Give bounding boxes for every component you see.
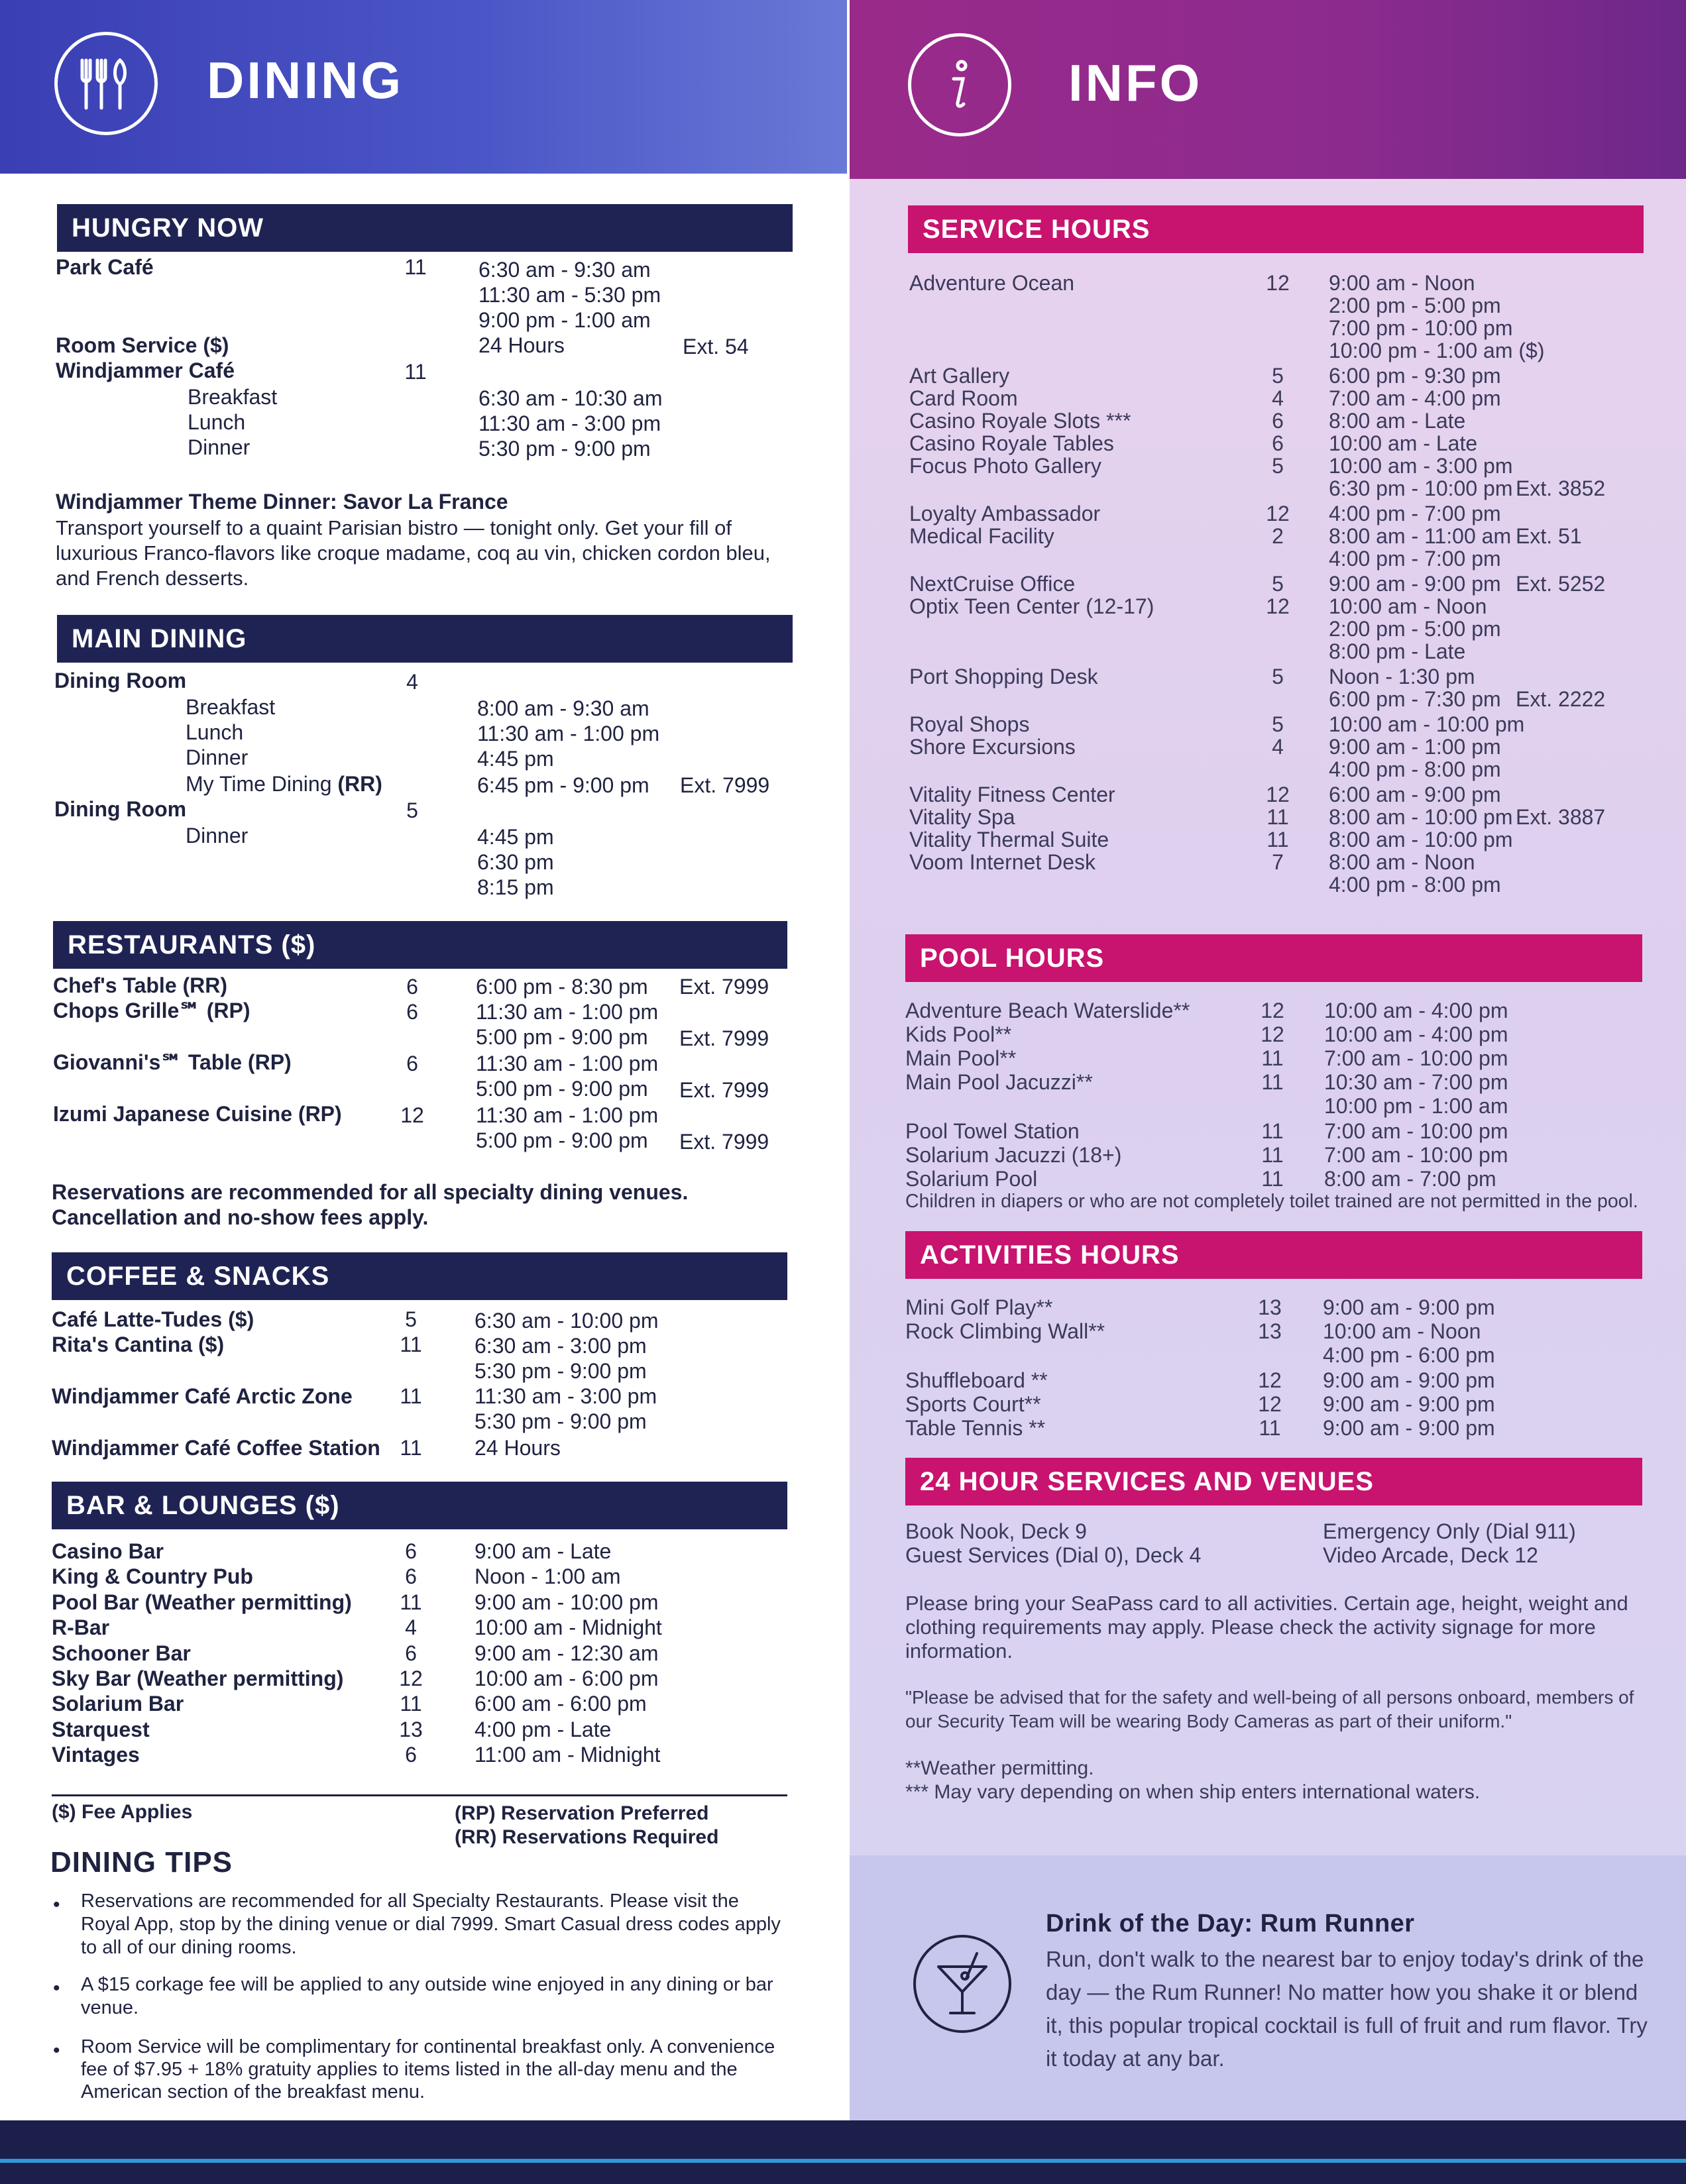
bar-time: 9:00 am - 12:30 am bbox=[475, 1641, 659, 1665]
pool-name: Main Pool Jacuzzi** bbox=[905, 1070, 1093, 1094]
reservations-note: Reservations are recommended for all specialty dining venues. bbox=[52, 1180, 689, 1204]
pool-name: Pool Towel Station bbox=[905, 1119, 1080, 1143]
bullet-icon: • bbox=[53, 1977, 60, 1999]
service-time: 8:00 pm - Late bbox=[1329, 639, 1466, 663]
service-ext: Ext. 3887 bbox=[1516, 805, 1606, 829]
service-deck: 12 bbox=[1266, 502, 1290, 525]
activity-deck: 11 bbox=[1259, 1416, 1281, 1440]
drink-title: Drink of the Day: Rum Runner bbox=[1046, 1910, 1415, 1938]
restaurant-deck: 12 bbox=[400, 1103, 424, 1127]
windjammer-deck: 11 bbox=[404, 360, 427, 384]
coffee-name: Rita's Cantina ($) bbox=[52, 1333, 225, 1356]
bar-deck: 13 bbox=[399, 1717, 423, 1741]
footer-bar bbox=[0, 2120, 1686, 2184]
dining-room-meal: Lunch bbox=[186, 720, 244, 744]
dining-room-2-deck: 5 bbox=[406, 798, 418, 822]
room-service-time: 24 Hours bbox=[478, 333, 565, 357]
park-cafe-time: 11:30 am - 5:30 pm bbox=[478, 283, 661, 307]
bar-time: 10:00 am - Midnight bbox=[475, 1615, 662, 1640]
bar-time: 9:00 am - Late bbox=[475, 1539, 612, 1563]
restaurant-deck: 6 bbox=[406, 975, 418, 999]
service-name: Focus Photo Gallery bbox=[909, 454, 1101, 478]
coffee-name: Café Latte-Tudes ($) bbox=[52, 1307, 254, 1331]
windjammer-time: 6:30 am - 10:30 am bbox=[478, 386, 663, 410]
service-time: 8:00 am - 10:00 pm bbox=[1329, 828, 1513, 851]
restaurant-deck: 6 bbox=[406, 1052, 418, 1075]
service-name: Casino Royale Slots *** bbox=[909, 409, 1131, 433]
service-time: 6:30 pm - 10:00 pm bbox=[1329, 476, 1513, 500]
service-name: Optix Teen Center (12-17) bbox=[909, 594, 1154, 618]
service-deck: 4 bbox=[1272, 735, 1284, 759]
restaurants-heading: RESTAURANTS ($) bbox=[53, 921, 787, 969]
dining-tip: A $15 corkage fee will be applied to any outside wine enjoyed in any dining or bar venue. bbox=[81, 1974, 773, 2018]
coffee-time: 5:30 pm - 9:00 pm bbox=[475, 1359, 647, 1383]
bar-time: 4:00 pm - Late bbox=[475, 1717, 612, 1741]
weather-note: **Weather permitting. bbox=[905, 1757, 1094, 1779]
services24-heading: 24 HOUR SERVICES AND VENUES bbox=[905, 1458, 1642, 1505]
coffee-name: Windjammer Café Arctic Zone bbox=[52, 1384, 353, 1408]
pool-deck: 11 bbox=[1261, 1143, 1284, 1167]
dining-room-time: 4:45 pm bbox=[477, 747, 554, 771]
dining-room-time: 11:30 am - 1:00 pm bbox=[477, 722, 660, 745]
legend-rr: (RR) Reservations Required bbox=[455, 1826, 719, 1848]
coffee-time: 6:30 am - 3:00 pm bbox=[475, 1334, 647, 1358]
pool-deck: 11 bbox=[1261, 1167, 1284, 1191]
service-time: 10:00 pm - 1:00 am ($) bbox=[1329, 339, 1545, 362]
bar-deck: 6 bbox=[405, 1539, 417, 1563]
restaurant-time: 11:30 am - 1:00 pm bbox=[476, 1052, 659, 1075]
restaurant-time: 11:30 am - 1:00 pm bbox=[476, 1103, 659, 1127]
legend-fee: ($) Fee Applies bbox=[52, 1801, 193, 1823]
bar-name: Casino Bar bbox=[52, 1539, 164, 1563]
activity-name: Rock Climbing Wall** bbox=[905, 1319, 1105, 1343]
dining-room-2-name: Dining Room bbox=[54, 797, 187, 821]
service-time: 10:00 am - 3:00 pm bbox=[1329, 454, 1513, 478]
bar-deck: 6 bbox=[405, 1743, 417, 1767]
windjammer-meal: Lunch bbox=[188, 410, 246, 434]
pool-time: 10:00 am - 4:00 pm bbox=[1324, 1022, 1508, 1046]
coffee-time: 6:30 am - 10:00 pm bbox=[475, 1309, 659, 1333]
coffee-deck: 11 bbox=[400, 1333, 422, 1356]
service-deck: 5 bbox=[1272, 364, 1284, 388]
activity-deck: 12 bbox=[1258, 1392, 1282, 1416]
coffee-deck: 11 bbox=[400, 1384, 422, 1408]
service-ext: Ext. 5252 bbox=[1516, 572, 1606, 596]
coffee-deck: 11 bbox=[400, 1436, 422, 1460]
activity-time: 9:00 am - 9:00 pm bbox=[1323, 1392, 1495, 1416]
pool-time: 10:00 pm - 1:00 am bbox=[1324, 1094, 1508, 1118]
service-time: 4:00 pm - 7:00 pm bbox=[1329, 502, 1501, 525]
bar-name: R-Bar bbox=[52, 1615, 110, 1640]
bar-name: Vintages bbox=[52, 1743, 140, 1767]
activity-deck: 12 bbox=[1258, 1368, 1282, 1392]
coffee-time: 5:30 pm - 9:00 pm bbox=[475, 1409, 647, 1433]
restaurant-ext: Ext. 7999 bbox=[679, 975, 769, 999]
service-time: 4:00 pm - 8:00 pm bbox=[1329, 873, 1501, 897]
activity-name: Shuffleboard ** bbox=[905, 1368, 1048, 1392]
service-name: Card Room bbox=[909, 386, 1018, 410]
activity-name: Table Tennis ** bbox=[905, 1416, 1046, 1440]
service-deck: 12 bbox=[1266, 594, 1290, 618]
venue-24h: Video Arcade, Deck 12 bbox=[1323, 1543, 1538, 1567]
activity-time: 9:00 am - 9:00 pm bbox=[1323, 1295, 1495, 1319]
service-name: Vitality Thermal Suite bbox=[909, 828, 1109, 851]
dining-room-ext: Ext. 7999 bbox=[680, 773, 770, 797]
service-name: Vitality Spa bbox=[909, 805, 1015, 829]
pool-name: Solarium Pool bbox=[905, 1167, 1038, 1191]
activity-deck: 13 bbox=[1258, 1319, 1282, 1343]
footer-accent-line bbox=[0, 2159, 1686, 2163]
restaurant-name: Chops Grille℠ (RP) bbox=[53, 999, 251, 1022]
bar-name: Sky Bar (Weather permitting) bbox=[52, 1666, 344, 1690]
room-service-ext: Ext. 54 bbox=[683, 335, 749, 358]
waters-note: *** May vary depending on when ship enters international waters. bbox=[905, 1781, 1481, 1803]
venue-24h: Guest Services (Dial 0), Deck 4 bbox=[905, 1543, 1202, 1567]
service-deck: 2 bbox=[1272, 524, 1284, 548]
my-time-dining-text: My Time Dining bbox=[186, 772, 338, 796]
pool-name: Kids Pool** bbox=[905, 1022, 1012, 1046]
windjammer-meal: Breakfast bbox=[188, 385, 278, 409]
room-service-name: Room Service ($) bbox=[56, 333, 229, 357]
service-name: Loyalty Ambassador bbox=[909, 502, 1101, 525]
activities-heading: ACTIVITIES HOURS bbox=[905, 1231, 1642, 1279]
hungry-now-heading: HUNGRY NOW bbox=[57, 204, 793, 252]
service-hours-heading: SERVICE HOURS bbox=[908, 205, 1644, 253]
windjammer-time: 5:30 pm - 9:00 pm bbox=[478, 437, 651, 461]
activity-name: Mini Golf Play** bbox=[905, 1295, 1053, 1319]
service-time: 10:00 am - 10:00 pm bbox=[1329, 712, 1525, 736]
pool-time: 10:00 am - 4:00 pm bbox=[1324, 999, 1508, 1022]
restaurant-time: 5:00 pm - 9:00 pm bbox=[476, 1077, 648, 1101]
service-time: 7:00 pm - 10:00 pm bbox=[1329, 316, 1513, 340]
seapass-note: Please bring your SeaPass card to all activities. Certain age, height, weight and clothing requirements may apply. Please check the activity signage for more information. bbox=[905, 1592, 1628, 1663]
service-name: Casino Royale Tables bbox=[909, 431, 1114, 455]
service-ext: Ext. 2222 bbox=[1516, 687, 1606, 711]
theme-dinner-description: Transport yourself to a quaint Parisian bistro — tonight only. Get your fill of luxurious Franco-flavors like croque madame, coq au vin, chicken cordon bleu, and French desserts. bbox=[56, 516, 771, 590]
service-name: Voom Internet Desk bbox=[909, 850, 1096, 874]
windjammer-name: Windjammer Café bbox=[56, 358, 235, 382]
venue-24h: Book Nook, Deck 9 bbox=[905, 1519, 1087, 1543]
restaurant-ext: Ext. 7999 bbox=[679, 1026, 769, 1050]
pool-deck: 11 bbox=[1261, 1070, 1284, 1094]
service-time: 4:00 pm - 7:00 pm bbox=[1329, 547, 1501, 571]
pool-deck: 12 bbox=[1261, 1022, 1284, 1046]
legend-divider bbox=[52, 1794, 787, 1796]
bar-name: King & Country Pub bbox=[52, 1564, 253, 1589]
dining-title: DINING bbox=[207, 51, 404, 109]
service-time: 10:00 am - Noon bbox=[1329, 594, 1487, 618]
bar-name: Solarium Bar bbox=[52, 1692, 184, 1716]
pool-name: Main Pool** bbox=[905, 1046, 1017, 1070]
restaurant-time: 11:30 am - 1:00 pm bbox=[476, 1000, 659, 1024]
cancellation-note: Cancellation and no-show fees apply. bbox=[52, 1205, 429, 1229]
bar-name: Schooner Bar bbox=[52, 1641, 191, 1665]
service-time: 6:00 pm - 7:30 pm bbox=[1329, 687, 1501, 711]
pool-name: Solarium Jacuzzi (18+) bbox=[905, 1143, 1122, 1167]
dining-room-name: Dining Room bbox=[54, 669, 187, 692]
bar-time: 11:00 am - Midnight bbox=[475, 1743, 661, 1767]
restaurant-name: Giovanni's℠ Table (RP) bbox=[53, 1050, 292, 1074]
bar-deck: 6 bbox=[405, 1564, 417, 1589]
cocktail-icon bbox=[913, 1935, 1011, 2033]
service-time: 2:00 pm - 5:00 pm bbox=[1329, 617, 1501, 641]
restaurant-ext: Ext. 7999 bbox=[679, 1130, 769, 1154]
service-time: 9:00 am - 9:00 pm bbox=[1329, 572, 1501, 596]
service-time: Noon - 1:30 pm bbox=[1329, 665, 1475, 688]
service-name: Adventure Ocean bbox=[909, 271, 1075, 295]
bar-time: Noon - 1:00 am bbox=[475, 1564, 621, 1589]
bar-deck: 6 bbox=[405, 1641, 417, 1665]
my-time-dining-code: (RR) bbox=[337, 772, 382, 796]
dining-header bbox=[0, 0, 847, 174]
service-time: 2:00 pm - 5:00 pm bbox=[1329, 294, 1501, 317]
info-icon bbox=[908, 33, 1011, 136]
service-time: 8:00 am - 11:00 am bbox=[1329, 524, 1512, 548]
main-dining-heading: MAIN DINING bbox=[57, 615, 793, 663]
bar-deck: 4 bbox=[405, 1615, 417, 1640]
pool-time: 7:00 am - 10:00 pm bbox=[1324, 1143, 1508, 1167]
cutlery-icon bbox=[54, 32, 158, 135]
pool-name: Adventure Beach Waterslide** bbox=[905, 999, 1190, 1022]
bullet-icon: • bbox=[53, 1894, 60, 1916]
bullet-icon: • bbox=[53, 2040, 60, 2061]
bar-time: 10:00 am - 6:00 pm bbox=[475, 1666, 659, 1690]
my-time-dining-label bbox=[186, 771, 382, 797]
dining-tips-heading: DINING TIPS bbox=[50, 1846, 233, 1879]
service-deck: 5 bbox=[1272, 572, 1284, 596]
bar-time: 9:00 am - 10:00 pm bbox=[475, 1590, 659, 1614]
service-time: 9:00 am - Noon bbox=[1329, 271, 1475, 295]
service-deck: 6 bbox=[1272, 409, 1284, 433]
park-cafe-time: 6:30 am - 9:30 am bbox=[478, 258, 651, 282]
service-ext: Ext. 3852 bbox=[1516, 476, 1606, 500]
service-deck: 5 bbox=[1272, 665, 1284, 688]
coffee-heading: COFFEE & SNACKS bbox=[52, 1252, 787, 1300]
bar-name: Pool Bar (Weather permitting) bbox=[52, 1590, 352, 1614]
pool-time: 7:00 am - 10:00 pm bbox=[1324, 1046, 1508, 1070]
service-time: 8:00 am - Noon bbox=[1329, 850, 1475, 874]
park-cafe-name: Park Café bbox=[56, 255, 154, 279]
service-deck: 12 bbox=[1266, 783, 1290, 806]
dining-room-2-meal: Dinner bbox=[186, 824, 249, 847]
service-time: 6:00 am - 9:00 pm bbox=[1329, 783, 1501, 806]
service-name: Royal Shops bbox=[909, 712, 1030, 736]
service-deck: 11 bbox=[1266, 828, 1289, 851]
service-time: 8:00 am - Late bbox=[1329, 409, 1466, 433]
activity-name: Sports Court** bbox=[905, 1392, 1041, 1416]
pool-time: 8:00 am - 7:00 pm bbox=[1324, 1167, 1496, 1191]
service-name: Vitality Fitness Center bbox=[909, 783, 1115, 806]
dining-room-meal: Breakfast bbox=[186, 695, 276, 719]
coffee-name: Windjammer Café Coffee Station bbox=[52, 1436, 380, 1460]
service-deck: 5 bbox=[1272, 712, 1284, 736]
coffee-time: 24 Hours bbox=[475, 1436, 561, 1460]
bar-deck: 11 bbox=[400, 1590, 422, 1614]
dining-room-meal: Dinner bbox=[186, 745, 249, 769]
restaurant-deck: 6 bbox=[406, 1000, 418, 1024]
dining-room-2-time: 8:15 pm bbox=[477, 875, 554, 899]
restaurant-ext: Ext. 7999 bbox=[679, 1078, 769, 1102]
service-name: Shore Excursions bbox=[909, 735, 1076, 759]
bar-deck: 12 bbox=[399, 1666, 423, 1690]
bar-deck: 11 bbox=[400, 1692, 422, 1716]
service-name: Medical Facility bbox=[909, 524, 1054, 548]
dining-room-2-time: 4:45 pm bbox=[477, 825, 554, 849]
park-cafe-time: 9:00 pm - 1:00 am bbox=[478, 308, 651, 332]
dining-room-2-time: 6:30 pm bbox=[477, 850, 554, 874]
restaurant-name: Chef's Table (RR) bbox=[53, 973, 228, 997]
pool-note: Children in diapers or who are not completely toilet trained are not permitted in the pool. bbox=[905, 1191, 1638, 1212]
restaurant-time: 6:00 pm - 8:30 pm bbox=[476, 975, 648, 999]
restaurant-time: 5:00 pm - 9:00 pm bbox=[476, 1128, 648, 1152]
activity-time: 9:00 am - 9:00 pm bbox=[1323, 1368, 1495, 1392]
info-title: INFO bbox=[1068, 54, 1203, 112]
service-time: 6:00 pm - 9:30 pm bbox=[1329, 364, 1501, 388]
pool-hours-heading: POOL HOURS bbox=[905, 934, 1642, 982]
service-deck: 12 bbox=[1266, 271, 1290, 295]
service-time: 9:00 am - 1:00 pm bbox=[1329, 735, 1501, 759]
coffee-deck: 5 bbox=[405, 1307, 417, 1331]
dining-room-time: 8:00 am - 9:30 am bbox=[477, 696, 649, 720]
service-deck: 7 bbox=[1272, 850, 1284, 874]
drink-description: Run, don't walk to the nearest bar to enjoy today's drink of the day — the Rum Runner! No matter how you shake it or blend it, this popular tropical cocktail is full of fruit and rum flavor. Try it today at any bar. bbox=[1046, 1947, 1648, 2071]
coffee-time: 11:30 am - 3:00 pm bbox=[475, 1384, 657, 1408]
pool-time: 10:30 am - 7:00 pm bbox=[1324, 1070, 1508, 1094]
windjammer-meal: Dinner bbox=[188, 435, 251, 459]
activity-time: 4:00 pm - 6:00 pm bbox=[1323, 1343, 1495, 1367]
service-deck: 5 bbox=[1272, 454, 1284, 478]
column-divider bbox=[847, 0, 850, 2120]
service-time: 4:00 pm - 8:00 pm bbox=[1329, 757, 1501, 781]
service-name: Art Gallery bbox=[909, 364, 1010, 388]
service-time: 8:00 am - 10:00 pm bbox=[1329, 805, 1513, 829]
dining-room-time: 6:45 pm - 9:00 pm bbox=[477, 773, 649, 797]
bar-name: Starquest bbox=[52, 1717, 150, 1741]
bars-heading: BAR & LOUNGES ($) bbox=[52, 1482, 787, 1529]
park-cafe-deck: 11 bbox=[404, 255, 427, 279]
service-name: NextCruise Office bbox=[909, 572, 1076, 596]
restaurant-name: Izumi Japanese Cuisine (RP) bbox=[53, 1102, 342, 1126]
dining-tip: Room Service will be complimentary for continental breakfast only. A convenience fee of $7.95 + 18% gratuity applies to items listed in the all-day menu and the American section of the breakfast menu. bbox=[81, 2036, 775, 2102]
info-header bbox=[850, 0, 1686, 179]
windjammer-time: 11:30 am - 3:00 pm bbox=[478, 411, 661, 435]
activity-time: 9:00 am - 9:00 pm bbox=[1323, 1416, 1495, 1440]
theme-dinner-title: Windjammer Theme Dinner: Savor La France bbox=[56, 490, 508, 514]
service-name: Port Shopping Desk bbox=[909, 665, 1098, 688]
bar-time: 6:00 am - 6:00 pm bbox=[475, 1692, 647, 1716]
venue-24h: Emergency Only (Dial 911) bbox=[1323, 1519, 1576, 1543]
service-time: 10:00 am - Late bbox=[1329, 431, 1478, 455]
dining-room-deck: 4 bbox=[406, 670, 418, 694]
pool-deck: 12 bbox=[1261, 999, 1284, 1022]
service-deck: 6 bbox=[1272, 431, 1284, 455]
activity-time: 10:00 am - Noon bbox=[1323, 1319, 1481, 1343]
service-ext: Ext. 51 bbox=[1516, 524, 1582, 548]
pool-time: 7:00 am - 10:00 pm bbox=[1324, 1119, 1508, 1143]
dining-tip: Reservations are recommended for all Specialty Restaurants. Please visit the Royal App, stop by the dining venue or dial 7999. Smart Casual dress codes apply to all of our dining rooms. bbox=[81, 1890, 781, 1958]
legend-rp: (RP) Reservation Preferred bbox=[455, 1802, 709, 1824]
security-note: "Please be advised that for the safety and well-being of all persons onboard, members of our Security Team will be wearing Body Cameras as part of their uniform." bbox=[905, 1687, 1634, 1731]
activity-deck: 13 bbox=[1258, 1295, 1282, 1319]
pool-deck: 11 bbox=[1261, 1046, 1284, 1070]
restaurant-time: 5:00 pm - 9:00 pm bbox=[476, 1025, 648, 1049]
service-time: 7:00 am - 4:00 pm bbox=[1329, 386, 1501, 410]
service-deck: 11 bbox=[1266, 805, 1289, 829]
service-deck: 4 bbox=[1272, 386, 1284, 410]
pool-deck: 11 bbox=[1261, 1119, 1284, 1143]
